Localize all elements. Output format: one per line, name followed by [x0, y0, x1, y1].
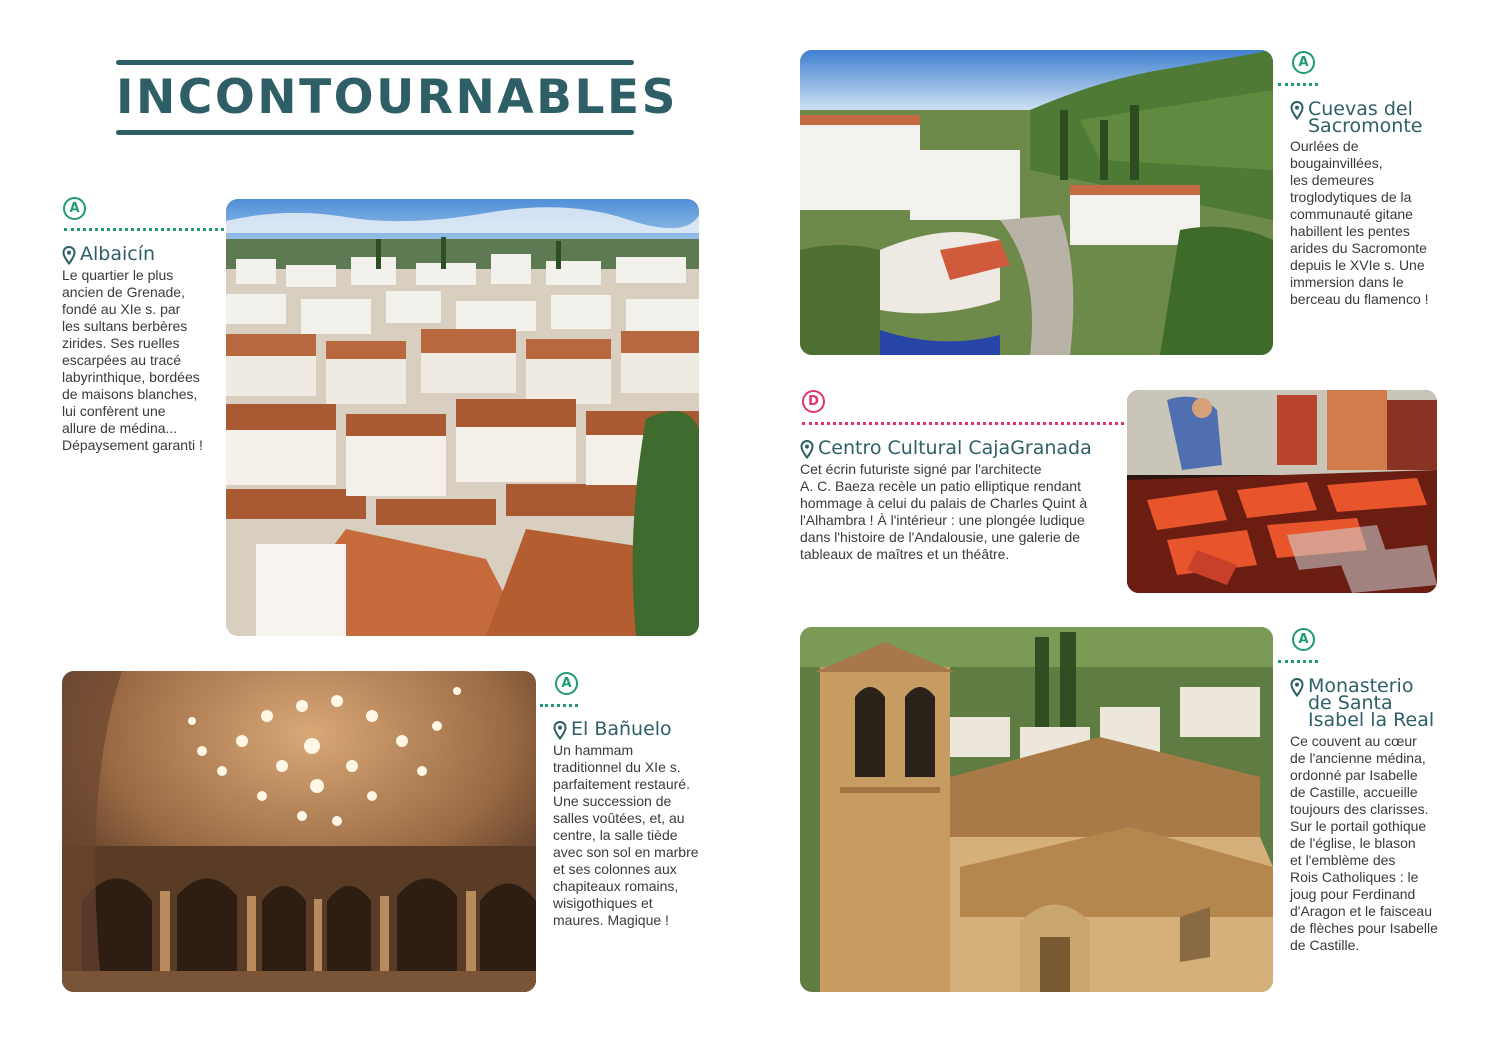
map-pin-icon: [553, 721, 567, 740]
text-banuelo: Un hammam traditionnel du XIe s. parfaitement restauré. Une succession de salles voûtées, et, au centre, la salle tiède avec son sol en marbre et ses colonnes aux chapiteaux romains, wisigothiques et maures. Magique !: [553, 742, 699, 928]
map-pin-icon: [1290, 101, 1304, 120]
map-pin-icon: [1290, 678, 1304, 697]
connector-dots-santa-isabel: [1278, 660, 1318, 663]
monastery-tower-photo: [800, 627, 1273, 992]
title-rule-bottom: [116, 130, 634, 135]
map-pin-icon: [800, 440, 814, 459]
museum-exhibit-photo: [1127, 390, 1437, 593]
connector-dots-sacromonte: [1278, 83, 1318, 86]
text-cajagranada: Cet écrin futuriste signé par l'architecte A. C. Baeza recèle un patio elliptique rendant hommage à celui du palais de Charles Quint à l'Alhambra ! À l'intérieur : une plongée ludique dans l'histoire de l'Andalousie, une galerie de tableaux de maîtres et un théâtre.: [800, 461, 1088, 562]
heading-santa-isabel: [1290, 675, 1435, 731]
badge-sacromonte: A: [1292, 51, 1315, 74]
heading-albaicin: [62, 243, 156, 265]
title-santa-isabel: Monasterio de Santa Isabel la Real: [1308, 675, 1435, 731]
text-sacromonte: Ourlées de bougainvillées, les demeures troglodytiques de la communauté gitane habillent les pentes arides du Sacromonte depuis le XVIe s. Une immersion dans le berceau du flamenco !: [1290, 138, 1429, 307]
title-sacromonte: Cuevas del Sacromonte: [1308, 98, 1423, 137]
map-pin-icon: [62, 246, 76, 265]
connector-dots-albaicin: [64, 228, 224, 231]
title-cajagranada: Centro Cultural CajaGranada: [818, 437, 1092, 459]
badge-albaicin: A: [63, 197, 86, 220]
text-albaicin: Le quartier le plus ancien de Grenade, fondé au XIe s. par les sultans berbères zirides. Ses ruelles escarpées au tracé labyrinthique, bordées de maisons blanches, lui confèrent une allure de médina... Dépaysement garanti !: [62, 267, 203, 453]
sacromonte-caves-photo: [800, 50, 1273, 355]
connector-dots-cajagranada: [802, 422, 1124, 425]
title-banuelo: El Bañuelo: [571, 718, 672, 740]
text-santa-isabel: Ce couvent au cœur de l'ancienne médina, ordonné par Isabelle de Castille, accueille toujours des clarisses. Sur le portail gothique de l'église, le blason et l'emblème des Rois Catholiques : le joug pour Ferdinand d'Aragon et le faisceau de flèches pour Isabelle de Castille.: [1290, 733, 1438, 953]
title-rule-top: [116, 60, 634, 65]
albaicin-rooftops-photo: [226, 199, 699, 636]
badge-cajagranada: D: [802, 390, 825, 413]
badge-banuelo: A: [555, 672, 578, 695]
heading-sacromonte: [1290, 98, 1423, 137]
connector-dots-banuelo: [540, 704, 578, 707]
page-title: INCONTOURNABLES: [116, 70, 678, 125]
heading-cajagranada: [800, 437, 1092, 459]
hammam-vault-photo: [62, 671, 536, 992]
badge-santa-isabel: A: [1292, 628, 1315, 651]
title-albaicin: Albaicín: [80, 243, 156, 265]
heading-banuelo: [553, 718, 672, 740]
